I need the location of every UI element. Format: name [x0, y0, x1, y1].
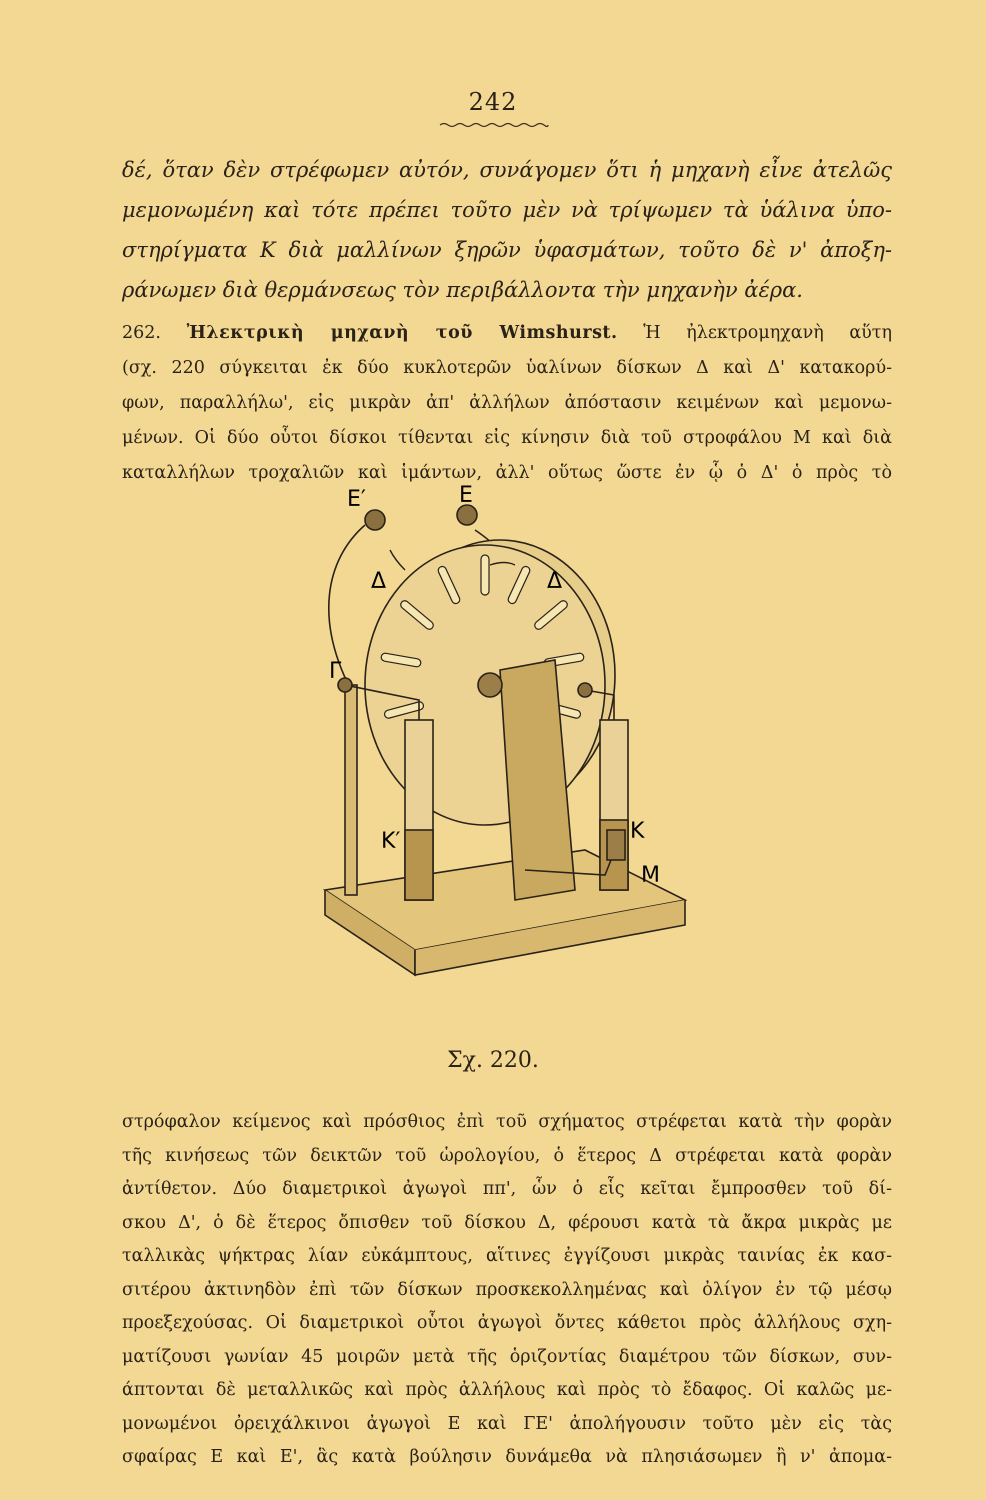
- text-line: φων, παραλλήλω', εἰς μικρὰν ἀπ' ἀλλήλων ἀπόστασιν κειμένων καὶ μεμονω-: [122, 393, 892, 413]
- text-line: μεμονωμένη καὶ τότε πρέπει τοῦτο μὲν νὰ τρίψωμεν τὰ ὑάλινα ὑπο-: [122, 198, 892, 222]
- page-number-underline: [438, 121, 550, 129]
- page-number: 242: [468, 88, 518, 116]
- text-line: προεξεχούσας. Οἱ διαμετρικοὶ οὗτοι ἀγωγοὶ ὄντες κάθετοι πρὸς ἀλλήλους σχη-: [122, 1313, 892, 1333]
- section-first-line-text: Ἡ ἠλεκτρομηχανὴ αὕτη: [643, 323, 892, 343]
- text-line: μονωμένοι ὀρειχάλκινοι ἀγωγοὶ Ε καὶ ΓΕ' ἀπολήγουσιν τοῦτο μὲν εἰς τὰς: [122, 1413, 892, 1434]
- section-title: Ἠλεκτρικὴ μηχανὴ τοῦ Wimshurst.: [186, 323, 618, 343]
- label-delta-right: Δ: [547, 569, 563, 594]
- text-line: δέ, ὅταν δὲν στρέφωμεν αὐτόν, συνάγομεν ὅτι ἡ μηχανὴ εἶνε ἀτελῶς: [122, 158, 892, 182]
- text-line: στηρίγματα Κ διὰ μαλλίνων ξηρῶν ὑφασμάτων, τοῦτο δὲ ν' ἀποξη-: [122, 238, 892, 262]
- section-262: [122, 316, 892, 491]
- label-delta-left: Δ: [371, 569, 387, 594]
- top-paragraph: [122, 150, 892, 310]
- label-m: Μ: [641, 863, 660, 888]
- text-line: σκου Δ', ὁ δὲ ἕτερος ὄπισθεν τοῦ δίσκου Δ, φέρουσι κατὰ τὰ ἄκρα μικρὰς με: [122, 1212, 892, 1233]
- text-line: καταλλήλων τροχαλιῶν καὶ ἱμάντων, ἀλλ' οὕτως ὥστε ἐν ᾧ ὁ Δ' ὁ πρὸς τὸ: [122, 463, 892, 483]
- wimshurst-machine-illustration: [285, 470, 705, 990]
- label-k-prime: Κ′: [381, 829, 401, 854]
- text-line: σιτέρου ἀκτινηδὸν ἐπὶ τῶν δίσκων προσκεκολλημένας καὶ ὀλίγον ἐν τῷ μέσῳ: [122, 1279, 892, 1300]
- text-line: (σχ. 220 σύγκειται ἐκ δύο κυκλοτερῶν ὑαλίνων δίσκων Δ καὶ Δ' κατακορύ-: [122, 358, 892, 378]
- text-line: ἀντίθετον. Δύο διαμετρικοὶ ἀγωγοὶ ππ', ὧν ὁ εἷς κεῖται ἔμπροσθεν τοῦ δί-: [122, 1179, 892, 1199]
- text-line: στρόφαλον κείμενος καὶ πρόσθιος ἐπὶ τοῦ σχήματος στρέφεται κατὰ τὴν φορὰν: [122, 1112, 892, 1132]
- figure-caption: Σχ. 220.: [447, 1048, 539, 1073]
- text-line: μένων. Οἱ δύο οὗτοι δίσκοι τίθενται εἰς κίνησιν διὰ τοῦ στροφάλου Μ καὶ διὰ: [122, 428, 892, 448]
- label-gamma: Γ: [329, 659, 342, 684]
- label-e: Ε: [459, 483, 473, 508]
- text-line: άπτονται δὲ μεταλλικῶς καὶ πρὸς ἀλλήλους καὶ πρὸς τὸ ἔδαφος. Οἱ καλῶς με-: [122, 1380, 892, 1400]
- section-number: 262.: [122, 323, 161, 343]
- text-line: ταλλικὰς ψήκτρας λίαν εὐκάμπτους, αἵτινες ἐγγίζουσι μικρὰς ταινίας ἐκ κασ-: [122, 1246, 892, 1266]
- section-heading-line: [122, 316, 892, 351]
- text-line: ράνωμεν διὰ θερμάνσεως τὸν περιβάλλοντα τὴν μηχανὴν ἀέρα.: [122, 278, 803, 302]
- bottom-paragraph: [122, 1106, 892, 1475]
- text-line: τῆς κινήσεως τῶν δεικτῶν τοῦ ὡρολογίου, ὁ ἕτερος Δ στρέφεται κατὰ φορὰν: [122, 1145, 892, 1166]
- label-e-prime: Ε′: [347, 487, 366, 512]
- label-k: Κ: [630, 819, 645, 844]
- text-line: ματίζουσι γωνίαν 45 μοιρῶν μετὰ τῆς ὁριζοντίας διαμέτρου τῶν δίσκων, συν-: [122, 1346, 892, 1367]
- text-line: σφαίρας Ε καὶ Ε', ἃς κατὰ βούλησιν δυνάμεθα νὰ πλησιάσωμεν ἢ ν' ἀπομα-: [122, 1447, 892, 1467]
